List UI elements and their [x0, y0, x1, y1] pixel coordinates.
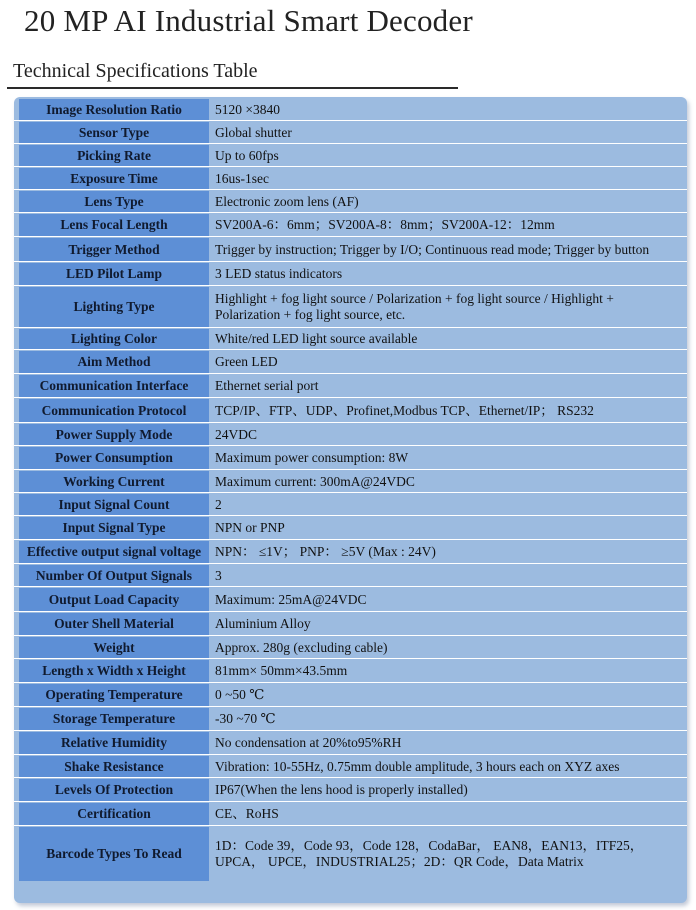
spec-value: 16us-1sec — [215, 170, 269, 186]
spec-label: Trigger Method — [19, 238, 209, 261]
spec-row — [14, 144, 687, 167]
spec-value: NPN or PNP — [215, 520, 285, 535]
spec-row — [14, 731, 687, 755]
spec-value: Green LED — [215, 354, 278, 369]
spec-label: Sensor Type — [19, 122, 209, 143]
spec-value: NPN： ≤1V； PNP： ≥5V (Max : 24V) — [215, 544, 436, 559]
spec-row — [14, 707, 687, 731]
spec-value: Approx. 280g (excluding cable) — [215, 639, 388, 655]
spec-row — [14, 587, 687, 612]
page-title: 20 MP AI Industrial Smart Decoder — [24, 3, 473, 38]
spec-row — [14, 516, 687, 540]
spec-label: Operating Temperature — [19, 684, 209, 706]
spec-label: Communication Protocol — [19, 399, 209, 422]
spec-row — [14, 540, 687, 564]
spec-row — [14, 167, 687, 190]
spec-label: Input Signal Count — [19, 494, 209, 515]
spec-label: Levels Of Protection — [19, 779, 209, 801]
spec-value: Vibration: 10-55Hz, 0.75mm double amplitude, 3 hours each on XYZ axes — [215, 758, 620, 774]
spec-row — [14, 755, 687, 778]
spec-row — [14, 778, 687, 802]
spec-row — [14, 374, 687, 398]
spec-label: Length x Width x Height — [19, 660, 209, 682]
spec-value: Ethernet serial port — [215, 378, 319, 393]
spec-value: -30 ~70 ℃ — [215, 711, 276, 726]
spec-label: Number Of Output Signals — [19, 565, 209, 586]
spec-value: Up to 60fps — [215, 147, 279, 163]
spec-value: 81mm× 50mm×43.5mm — [215, 663, 348, 678]
spec-value: 1D：Code 39，Code 93，Code 128，CodaBar， EAN8，EAN13，ITF25， UPCA， UPCE，INDUSTRIAL25；2D：QR Code，Data Matrix — [215, 838, 644, 869]
spec-row — [14, 564, 687, 587]
spec-label: LED Pilot Lamp — [19, 263, 209, 285]
spec-label: Power Consumption — [19, 447, 209, 469]
spec-row — [14, 350, 687, 374]
spec-label: Relative Humidity — [19, 732, 209, 754]
spec-row — [14, 802, 687, 826]
spec-value: Global shutter — [215, 124, 292, 140]
spec-label: Image Resolution Ratio — [19, 99, 209, 120]
section-title-underline — [7, 87, 458, 89]
spec-value: Trigger by instruction; Trigger by I/O; Continuous read mode; Trigger by button — [215, 241, 650, 257]
spec-value: Maximum power consumption: 8W — [215, 450, 409, 465]
spec-label: Shake Resistance — [19, 756, 209, 777]
spec-value: CE、RoHS — [215, 806, 279, 821]
spec-label: Communication Interface — [19, 375, 209, 397]
spec-row — [14, 328, 687, 350]
spec-label: Lighting Type — [19, 287, 209, 327]
spec-value: Maximum current: 300mA@24VDC — [215, 473, 415, 489]
spec-value: 3 — [215, 567, 222, 583]
spec-label: Lighting Color — [19, 329, 209, 349]
spec-row — [14, 98, 687, 121]
spec-value: No condensation at 20%to95%RH — [215, 735, 402, 750]
spec-label: Barcode Types To Read — [19, 827, 209, 881]
spec-row — [14, 659, 687, 683]
spec-row — [14, 683, 687, 707]
spec-label: Aim Method — [19, 351, 209, 373]
spec-row — [14, 826, 687, 882]
spec-row — [14, 493, 687, 516]
spec-label: Effective output signal voltage — [19, 541, 209, 563]
spec-value: 24VDC — [215, 426, 258, 442]
spec-value: 0 ~50 ℃ — [215, 687, 265, 702]
spec-value: Aluminium Alloy — [215, 616, 311, 631]
spec-row — [14, 470, 687, 493]
spec-row — [14, 121, 687, 144]
spec-value: 2 — [215, 496, 222, 512]
spec-label: Exposure Time — [19, 168, 209, 189]
spec-row — [14, 213, 687, 237]
spec-value: Highlight + fog light source / Polarization + fog light source / Highlight + Polarization + fog light source, etc. — [215, 291, 614, 322]
spec-value: TCP/IP、FTP、UDP、Profinet,Modbus TCP、Ethernet/IP； RS232 — [215, 402, 594, 418]
spec-label: Output Load Capacity — [19, 588, 209, 611]
spec-label: Certification — [19, 803, 209, 825]
section-title: Technical Specifications Table — [13, 60, 258, 82]
spec-label: Input Signal Type — [19, 517, 209, 539]
spec-label: Picking Rate — [19, 145, 209, 166]
spec-row — [14, 423, 687, 446]
spec-label: Lens Type — [19, 191, 209, 212]
spec-table — [14, 97, 687, 903]
spec-label: Storage Temperature — [19, 708, 209, 730]
spec-value: White/red LED light source available — [215, 331, 418, 346]
spec-row — [14, 237, 687, 262]
spec-value: Electronic zoom lens (AF) — [215, 193, 359, 209]
spec-label: Lens Focal Length — [19, 214, 209, 236]
spec-label: Weight — [19, 637, 209, 658]
spec-value: IP67(When the lens hood is properly installed) — [215, 782, 468, 797]
spec-value: SV200A-6：6mm；SV200A-8：8mm；SV200A-12：12mm — [215, 217, 555, 232]
spec-value: 5120 ×3840 — [215, 101, 280, 117]
spec-row — [14, 446, 687, 470]
spec-row — [14, 398, 687, 423]
spec-row — [14, 612, 687, 636]
spec-row — [14, 262, 687, 286]
spec-value: Maximum: 25mA@24VDC — [215, 591, 367, 607]
spec-label: Working Current — [19, 471, 209, 492]
spec-row — [14, 190, 687, 213]
spec-label: Power Supply Mode — [19, 424, 209, 445]
spec-row — [14, 286, 687, 328]
spec-row — [14, 636, 687, 659]
spec-label: Outer Shell Material — [19, 613, 209, 635]
spec-value: 3 LED status indicators — [215, 266, 343, 281]
